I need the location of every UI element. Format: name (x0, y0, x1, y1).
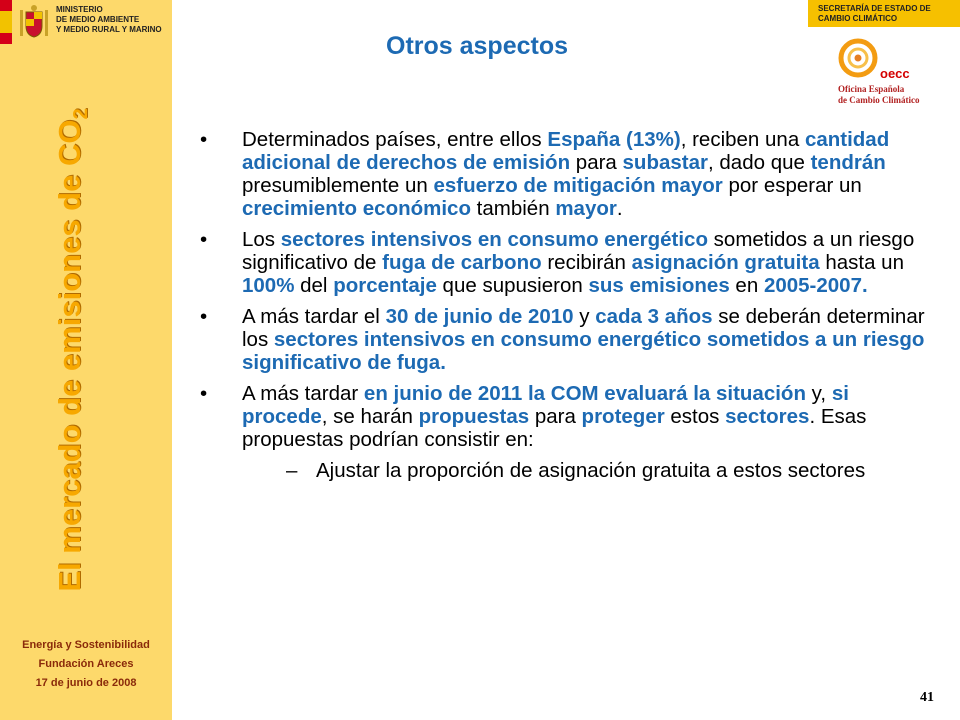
bullet-text (242, 228, 914, 297)
highlighted-text: sus emisiones (588, 274, 730, 297)
text-segment: , reciben una (680, 128, 805, 151)
bullet-text (242, 128, 889, 220)
ministry-name (56, 5, 162, 35)
slide-title: Otros aspectos (386, 32, 569, 60)
highlighted-text: si procede (242, 382, 849, 428)
text-segment: hasta un (819, 251, 904, 274)
oecc-subtitle-line: Oficina Española (838, 84, 905, 94)
text-segment: por esperar un (722, 174, 862, 197)
ministry-logo (0, 0, 172, 44)
highlighted-text: cada 3 años (595, 305, 713, 328)
bullet-dot-icon: • (200, 382, 208, 405)
slide-content (196, 128, 928, 482)
ministry-line: Y MEDIO RURAL Y MARINO (56, 25, 162, 34)
highlighted-text: 30 de junio de 2010 (385, 305, 574, 328)
secretaria-line: CAMBIO CLIMÁTICO (818, 14, 898, 23)
highlighted-text: crecimiento económico (242, 197, 471, 220)
text-segment: se deberán determinar los (242, 305, 925, 351)
text-segment: , se harán (321, 405, 419, 428)
highlighted-text: sectores (725, 405, 810, 428)
highlighted-text: propuestas (418, 405, 530, 428)
ministry-line: DE MEDIO AMBIENTE (56, 15, 140, 24)
bullet-item (196, 305, 928, 374)
vertical-title-subscript: 2 (70, 108, 93, 120)
text-segment: presumiblemente un (242, 174, 434, 197)
text-segment: recibirán (541, 251, 632, 274)
sub-bullet-item (196, 459, 928, 482)
footer-organizer: Fundación Areces (38, 658, 134, 670)
highlighted-text: esfuerzo de mitigación mayor (433, 174, 723, 197)
text-segment: estos (664, 405, 726, 428)
dash-icon: – (286, 459, 298, 482)
bullet-item (196, 382, 928, 451)
bullet-item (196, 128, 928, 220)
bullet-text (242, 305, 925, 374)
highlighted-text: cantidad adicional de derechos de emisión (242, 128, 890, 174)
highlighted-text: tendrán (810, 151, 886, 174)
flag-icon (0, 0, 12, 44)
bullet-dot-icon: • (200, 128, 208, 151)
ministry-line: MINISTERIO (56, 5, 103, 14)
text-segment: A más tardar (242, 382, 364, 405)
highlighted-text: asignación gratuita (631, 251, 820, 274)
text-segment: y (573, 305, 596, 328)
text-segment: . Esas propuestas podrían consistir en: (242, 405, 867, 451)
highlighted-text: mayor (555, 197, 617, 220)
secretaria-box (808, 0, 960, 27)
bullet-dot-icon: • (200, 305, 208, 328)
text-segment: y, (805, 382, 832, 405)
footer-event: Energía y Sostenibilidad (22, 639, 150, 651)
text-segment: sometidos a un riesgo significativo de (242, 228, 915, 274)
highlighted-text: fuga de carbono (382, 251, 542, 274)
secretaria-line: SECRETARÍA DE ESTADO DE (818, 4, 931, 13)
bullet-dot-icon: • (200, 228, 208, 251)
bullet-text (242, 382, 866, 451)
text-segment: para (529, 405, 582, 428)
text-segment: también (470, 197, 556, 220)
bullet-item (196, 228, 928, 297)
sub-bullet-text: Ajustar la proporción de asignación gratuita a estos sectores (316, 459, 866, 482)
oecc-name: oecc (880, 66, 910, 81)
highlighted-text: España (13%) (547, 128, 681, 151)
oecc-subtitle (838, 84, 920, 106)
footer-date: 17 de junio de 2008 (35, 677, 137, 689)
text-segment: del (294, 274, 334, 297)
highlighted-text: sectores intensivos en consumo energético (280, 228, 708, 251)
text-segment: A más tardar el (242, 305, 386, 328)
vertical-title (50, 50, 93, 650)
sidebar (0, 0, 172, 720)
highlighted-text: 2005-2007. (763, 274, 868, 297)
highlighted-text: subastar (622, 151, 708, 174)
text-segment: . (616, 197, 623, 220)
text-segment: Los (242, 228, 281, 251)
text-segment: para (570, 151, 623, 174)
highlighted-text: sectores intensivos en consumo energético sometidos a un riesgo significativo de fuga. (242, 328, 925, 374)
oecc-logo-icon (838, 38, 882, 82)
highlighted-text: 100% (242, 274, 295, 297)
highlighted-text: en junio de 2011 la COM evaluará la situación (363, 382, 806, 405)
text-segment: que supusieron (436, 274, 589, 297)
oecc-subtitle-line: de Cambio Climático (838, 95, 920, 105)
highlighted-text: proteger (581, 405, 665, 428)
vertical-title-text: El mercado de emisiones de CO (52, 119, 87, 592)
text-segment: Determinados países, entre ellos (242, 128, 548, 151)
text-segment: en (729, 274, 764, 297)
text-segment: , dado que (708, 151, 811, 174)
highlighted-text: porcentaje (333, 274, 437, 297)
coat-of-arms-icon (18, 4, 50, 40)
page-number: 41 (920, 690, 934, 705)
